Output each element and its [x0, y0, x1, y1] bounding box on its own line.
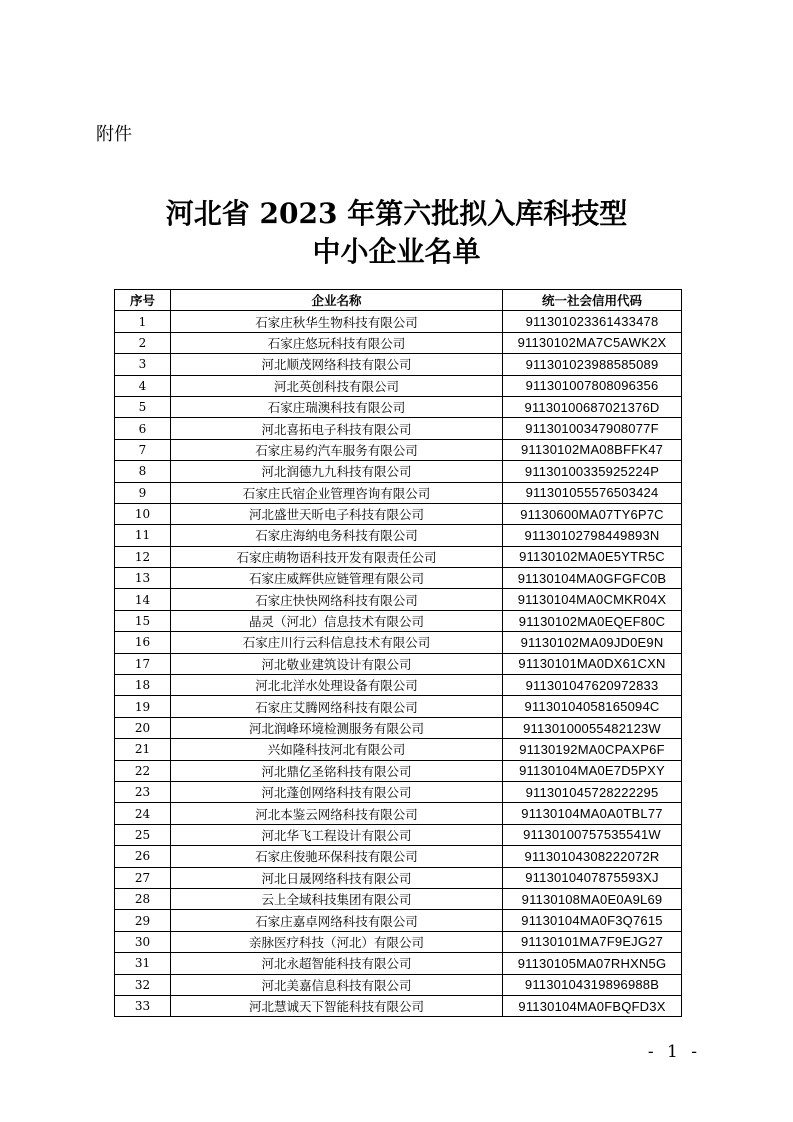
row-index: 5 [115, 396, 171, 417]
row-index: 26 [115, 846, 171, 867]
table-row [115, 867, 682, 888]
header-company-name: 企业名称 [171, 290, 503, 311]
credit-code: 91130104MA0CMKR04X [503, 589, 682, 610]
company-name: 石家庄威辉供应链管理有限公司 [171, 568, 503, 589]
table-row [115, 739, 682, 760]
table-row [115, 824, 682, 845]
company-name: 石家庄秋华生物科技有限公司 [171, 311, 503, 332]
credit-code: 91130108MA0E0A9L69 [503, 888, 682, 909]
company-name: 河北顺茂网络科技有限公司 [171, 354, 503, 375]
company-name: 石家庄快快网络科技有限公司 [171, 589, 503, 610]
company-name: 石家庄萌物语科技开发有限责任公司 [171, 546, 503, 567]
credit-code: 91130100687021376D [503, 396, 682, 417]
row-index: 7 [115, 439, 171, 460]
company-name: 河北蓬创网络科技有限公司 [171, 781, 503, 802]
credit-code: 91130104MA0A0TBL77 [503, 803, 682, 824]
row-index: 31 [115, 953, 171, 974]
row-index: 20 [115, 717, 171, 738]
company-name: 晶灵（河北）信息技术有限公司 [171, 610, 503, 631]
header-index: 序号 [115, 290, 171, 311]
row-index: 25 [115, 824, 171, 845]
credit-code: 91130104MA0F3Q7615 [503, 910, 682, 931]
credit-code: 911301055576503424 [503, 482, 682, 503]
credit-code: 911301023988585089 [503, 354, 682, 375]
table-row [115, 354, 682, 375]
credit-code: 91130105MA07RHXN5G [503, 953, 682, 974]
attachment-label: 附件 [96, 124, 132, 145]
row-index: 15 [115, 610, 171, 631]
table-row [115, 888, 682, 909]
document-title-line-1: 河北省 2023 年第六批拟入库科技型 [165, 197, 628, 230]
table-row [115, 974, 682, 995]
credit-code: 91130102MA09JD0E9N [503, 632, 682, 653]
table-row [115, 995, 682, 1016]
header-credit-code: 统一社会信用代码 [503, 290, 682, 311]
company-name: 云上全域科技集团有限公司 [171, 888, 503, 909]
company-name: 河北北洋水处理设备有限公司 [171, 675, 503, 696]
company-name: 石家庄俊驰环保科技有限公司 [171, 846, 503, 867]
company-name: 兴如隆科技河北有限公司 [171, 739, 503, 760]
table-row [115, 781, 682, 802]
table-row [115, 375, 682, 396]
row-index: 27 [115, 867, 171, 888]
row-index: 33 [115, 995, 171, 1016]
table-row [115, 610, 682, 631]
row-index: 24 [115, 803, 171, 824]
table-row [115, 332, 682, 353]
table-row [115, 675, 682, 696]
company-name: 石家庄易约汽车服务有限公司 [171, 439, 503, 460]
credit-code: 91130102MA08BFFK47 [503, 439, 682, 460]
company-name: 石家庄嘉卓网络科技有限公司 [171, 910, 503, 931]
credit-code: 91130102MA0E5YTR5C [503, 546, 682, 567]
company-name: 河北美嘉信息科技有限公司 [171, 974, 503, 995]
company-name: 石家庄海纳电务科技有限公司 [171, 525, 503, 546]
company-name: 河北日晟网络科技有限公司 [171, 867, 503, 888]
table-header-row [115, 290, 682, 311]
row-index: 19 [115, 696, 171, 717]
row-index: 9 [115, 482, 171, 503]
table-row [115, 546, 682, 567]
credit-code: 91130104319896988B [503, 974, 682, 995]
row-index: 30 [115, 931, 171, 952]
row-index: 23 [115, 781, 171, 802]
company-name: 河北润峰环境检测服务有限公司 [171, 717, 503, 738]
company-name: 石家庄艾腾网络科技有限公司 [171, 696, 503, 717]
table-row [115, 461, 682, 482]
row-index: 17 [115, 653, 171, 674]
table-row [115, 589, 682, 610]
table-row [115, 931, 682, 952]
credit-code: 911301047620972833 [503, 675, 682, 696]
company-name: 河北英创科技有限公司 [171, 375, 503, 396]
company-name: 石家庄川行云科信息技术有限公司 [171, 632, 503, 653]
table-row [115, 717, 682, 738]
credit-code: 911301007808096356 [503, 375, 682, 396]
table-row [115, 568, 682, 589]
credit-code: 91130100055482123W [503, 717, 682, 738]
credit-code: 91130100757535541W [503, 824, 682, 845]
credit-code: 91130100347908077F [503, 418, 682, 439]
company-name: 亲脉医疗科技（河北）有限公司 [171, 931, 503, 952]
company-name: 河北慧诚天下智能科技有限公司 [171, 995, 503, 1016]
credit-code: 91130102MA7C5AWK2X [503, 332, 682, 353]
company-name: 河北鼎亿圣铭科技有限公司 [171, 760, 503, 781]
table-row [115, 418, 682, 439]
row-index: 13 [115, 568, 171, 589]
table-row [115, 632, 682, 653]
credit-code: 91130104MA0E7D5PXY [503, 760, 682, 781]
table-row [115, 503, 682, 524]
row-index: 8 [115, 461, 171, 482]
company-name: 河北本鉴云网络科技有限公司 [171, 803, 503, 824]
table-row [115, 396, 682, 417]
page-number: - 1 - [647, 1042, 701, 1062]
row-index: 12 [115, 546, 171, 567]
table-row [115, 696, 682, 717]
credit-code: 91130102798449893N [503, 525, 682, 546]
row-index: 29 [115, 910, 171, 931]
row-index: 1 [115, 311, 171, 332]
table-row [115, 760, 682, 781]
credit-code: 91130102MA0EQEF80C [503, 610, 682, 631]
table-row [115, 439, 682, 460]
table-row [115, 311, 682, 332]
row-index: 22 [115, 760, 171, 781]
credit-code: 91130192MA0CPAXP6F [503, 739, 682, 760]
document-title-line-2: 中小企业名单 [312, 235, 481, 268]
credit-code: 9113010407875593XJ [503, 867, 682, 888]
company-name: 河北永超智能科技有限公司 [171, 953, 503, 974]
table-row [115, 803, 682, 824]
row-index: 21 [115, 739, 171, 760]
row-index: 11 [115, 525, 171, 546]
credit-code: 911301045728222295 [503, 781, 682, 802]
row-index: 28 [115, 888, 171, 909]
company-name: 河北盛世天昕电子科技有限公司 [171, 503, 503, 524]
enterprise-list-table [114, 289, 682, 1017]
company-name: 河北华飞工程设计有限公司 [171, 824, 503, 845]
row-index: 4 [115, 375, 171, 396]
credit-code: 91130104MA0FBQFD3X [503, 995, 682, 1016]
row-index: 16 [115, 632, 171, 653]
row-index: 2 [115, 332, 171, 353]
table-row [115, 910, 682, 931]
table-row [115, 953, 682, 974]
row-index: 10 [115, 503, 171, 524]
row-index: 3 [115, 354, 171, 375]
credit-code: 91130100335925224P [503, 461, 682, 482]
row-index: 18 [115, 675, 171, 696]
credit-code: 911301023361433478 [503, 311, 682, 332]
row-index: 6 [115, 418, 171, 439]
credit-code: 91130104308222072R [503, 846, 682, 867]
company-name: 河北润德九九科技有限公司 [171, 461, 503, 482]
row-index: 32 [115, 974, 171, 995]
credit-code: 91130104058165094C [503, 696, 682, 717]
company-name: 石家庄悠玩科技有限公司 [171, 332, 503, 353]
company-name: 河北敬业建筑设计有限公司 [171, 653, 503, 674]
company-name: 河北喜拓电子科技有限公司 [171, 418, 503, 439]
credit-code: 91130101MA7F9EJG27 [503, 931, 682, 952]
company-name: 石家庄瑞澳科技有限公司 [171, 396, 503, 417]
table-row [115, 525, 682, 546]
credit-code: 91130101MA0DX61CXN [503, 653, 682, 674]
row-index: 14 [115, 589, 171, 610]
company-name: 石家庄氏宿企业管理咨询有限公司 [171, 482, 503, 503]
credit-code: 91130104MA0GFGFC0B [503, 568, 682, 589]
table-row [115, 846, 682, 867]
table-row [115, 653, 682, 674]
credit-code: 91130600MA07TY6P7C [503, 503, 682, 524]
table-row [115, 482, 682, 503]
